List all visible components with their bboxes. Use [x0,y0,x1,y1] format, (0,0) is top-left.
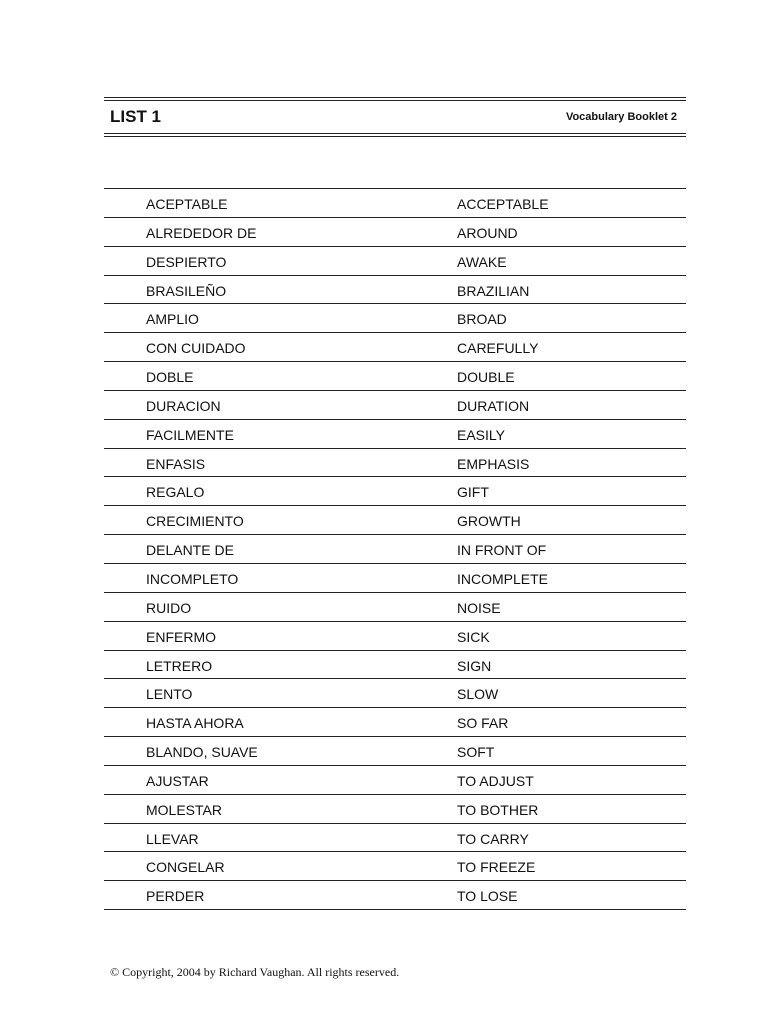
vocab-row [104,824,686,853]
spanish-word: ALREDEDOR DE [146,224,257,241]
english-word: ACCEPTABLE [457,196,549,212]
header-top-double-rule [104,97,686,101]
spanish-word: HASTA AHORA [146,715,244,732]
spanish-word: ENFERMO [146,628,216,645]
english-word: GIFT [457,484,489,501]
vocab-row [104,593,686,622]
vocab-row [104,391,686,420]
vocab-row [104,852,686,881]
english-word: TO ADJUST [457,772,534,789]
vocab-row [104,535,686,564]
vocab-row [104,276,686,305]
vocab-row [104,795,686,824]
spanish-word: DELANTE DE [146,542,234,559]
spanish-word: DESPIERTO [146,253,227,270]
spanish-word: ENFASIS [146,455,206,472]
vocab-row [104,247,686,276]
english-word: DURATION [457,397,530,414]
vocab-row [104,881,686,910]
english-word: SICK [457,628,490,645]
english-word: TO FREEZE [457,859,536,876]
vocab-row [104,420,686,449]
spanish-word: CRECIMIENTO [146,513,244,530]
english-word: SO FAR [457,715,509,732]
vocab-row [104,477,686,506]
spanish-word: BLANDO, SUAVE [146,744,258,761]
spanish-word: ACEPTABLE [146,196,228,212]
spanish-word: AMPLIO [146,311,199,328]
header-bottom-double-rule [104,133,686,137]
english-word: TO CARRY [457,830,529,847]
vocab-row [104,333,686,362]
vocab-row [104,679,686,708]
list-title: LIST 1 [110,107,162,126]
vocab-row [104,362,686,391]
english-word: IN FRONT OF [457,542,547,559]
english-word: SOFT [457,744,495,761]
english-word: AWAKE [457,253,507,270]
vocab-row [104,708,686,737]
vocabulary-table [104,188,686,910]
english-word: BROAD [457,311,507,328]
english-word: DOUBLE [457,369,515,386]
vocab-row [104,766,686,795]
english-word: SIGN [457,657,492,674]
vocab-row [104,737,686,766]
spanish-word: AJUSTAR [146,772,209,789]
spanish-word: FACILMENTE [146,426,234,443]
vocab-row [104,564,686,593]
copyright-notice: © Copyright, 2004 by Richard Vaughan. All rights reserved. [110,965,400,979]
booklet-title: Vocabulary Booklet 2 [565,111,677,123]
english-word: NOISE [457,599,501,616]
vocab-row [104,506,686,535]
vocab-row [104,189,686,218]
spanish-word: LENTO [146,686,193,703]
vocab-row [104,218,686,247]
spanish-word: MOLESTAR [146,801,222,818]
spanish-word: BRASILEÑO [146,282,227,299]
spanish-word: LLEVAR [146,830,199,847]
spanish-word: REGALO [146,484,205,501]
english-word: INCOMPLETE [457,570,549,587]
vocab-row [104,449,686,478]
english-word: TO LOSE [457,888,518,905]
english-word: EASILY [457,426,505,443]
spanish-word: CON CUIDADO [146,340,246,357]
page-header [104,97,686,137]
english-word: CAREFULLY [457,340,539,357]
vocab-row [104,622,686,651]
spanish-word: DURACION [146,397,221,414]
spanish-word: DOBLE [146,369,194,386]
english-word: BRAZILIAN [457,282,530,299]
english-word: TO BOTHER [457,801,539,818]
english-word: AROUND [457,224,518,241]
vocab-row [104,304,686,333]
english-word: EMPHASIS [457,455,530,472]
spanish-word: LETRERO [146,657,213,674]
english-word: SLOW [457,686,499,703]
spanish-word: RUIDO [146,599,192,616]
spanish-word: PERDER [146,888,205,905]
spanish-word: CONGELAR [146,859,225,876]
spanish-word: INCOMPLETO [146,570,239,587]
english-word: GROWTH [457,513,521,530]
vocab-row [104,651,686,680]
